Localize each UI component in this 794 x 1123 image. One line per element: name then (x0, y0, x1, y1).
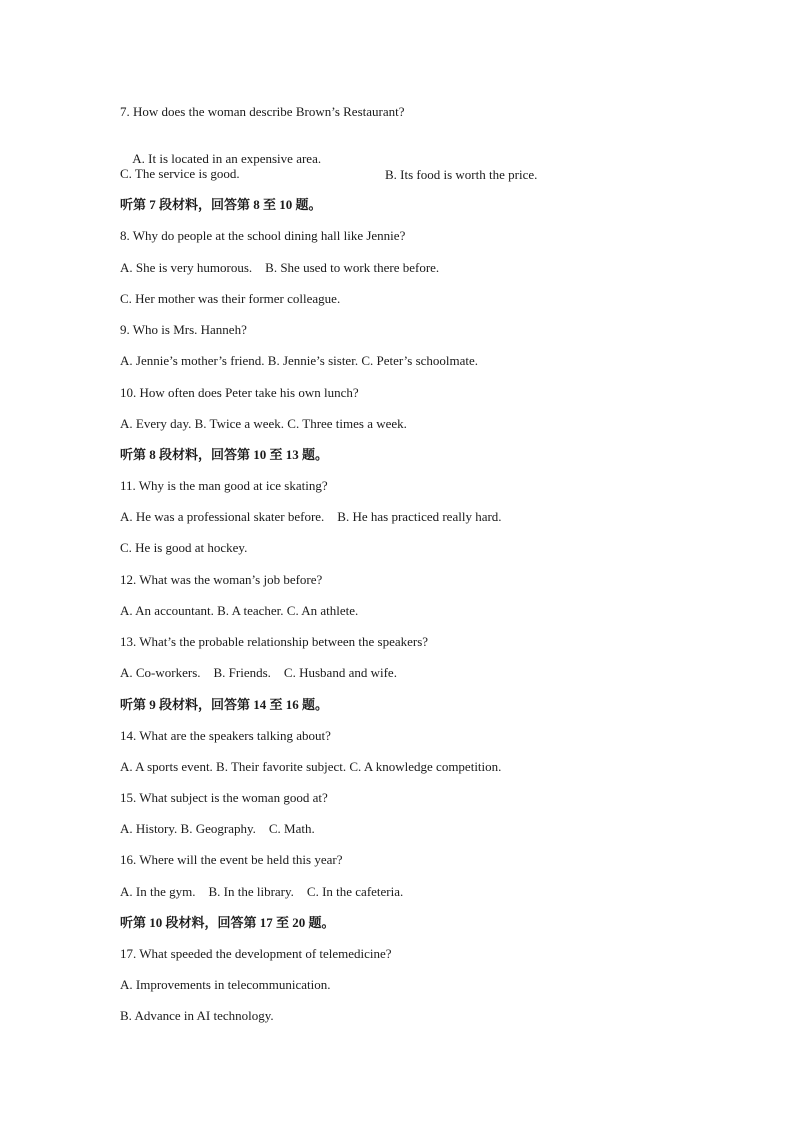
question-11-options-ab: A. He was a professional skater before. B. He has practiced really hard. (120, 509, 502, 524)
question-12-options: A. An accountant. B. A teacher. C. An athlete. (120, 603, 359, 618)
question-8-option-c: C. Her mother was their former colleague. (120, 291, 341, 306)
question-9: 9. Who is Mrs. Hanneh? (120, 322, 247, 337)
question-7: 7. How does the woman describe Brown’s Restaurant? (120, 104, 405, 119)
question-16: 16. Where will the event be held this year? (120, 852, 343, 867)
question-16-options: A. In the gym. B. In the library. C. In the cafeteria. (120, 884, 404, 899)
question-8: 8. Why do people at the school dining hall like Jennie? (120, 228, 406, 243)
question-17-option-b: B. Advance in AI technology. (120, 1008, 274, 1023)
question-8-options-ab: A. She is very humorous. B. She used to work there before. (120, 260, 440, 275)
question-7-option-c: C. The service is good. (120, 166, 240, 181)
question-10: 10. How often does Peter take his own lunch? (120, 385, 359, 400)
section-heading-9: 听第 9 段材料，回答第 14 至 16 题。 (120, 697, 329, 712)
question-17: 17. What speeded the development of telemedicine? (120, 946, 392, 961)
question-17-option-a: A. Improvements in telecommunication. (120, 977, 331, 992)
question-13: 13. What’s the probable relationship between the speakers? (120, 634, 429, 649)
question-7-option-a: A. It is located in an expensive area. (132, 151, 322, 166)
section-heading-10: 听第 10 段材料，回答第 17 至 20 题。 (120, 915, 335, 930)
question-14: 14. What are the speakers talking about? (120, 728, 331, 743)
question-7-option-b: B. Its food is worth the price. (385, 167, 538, 182)
section-heading-8: 听第 8 段材料，回答第 10 至 13 题。 (120, 447, 329, 462)
question-9-options: A. Jennie’s mother’s friend. B. Jennie’s sister. C. Peter’s schoolmate. (120, 353, 479, 368)
question-11-option-c: C. He is good at hockey. (120, 540, 248, 555)
question-12: 12. What was the woman’s job before? (120, 572, 323, 587)
question-14-options: A. A sports event. B. Their favorite subject. C. A knowledge competition. (120, 759, 502, 774)
section-heading-7: 听第 7 段材料，回答第 8 至 10 题。 (120, 197, 322, 212)
question-15: 15. What subject is the woman good at? (120, 790, 328, 805)
question-10-options: A. Every day. B. Twice a week. C. Three times a week. (120, 416, 407, 431)
question-11: 11. Why is the man good at ice skating? (120, 478, 328, 493)
question-13-options: A. Co-workers. B. Friends. C. Husband and wife. (120, 665, 397, 680)
question-15-options: A. History. B. Geography. C. Math. (120, 821, 315, 836)
